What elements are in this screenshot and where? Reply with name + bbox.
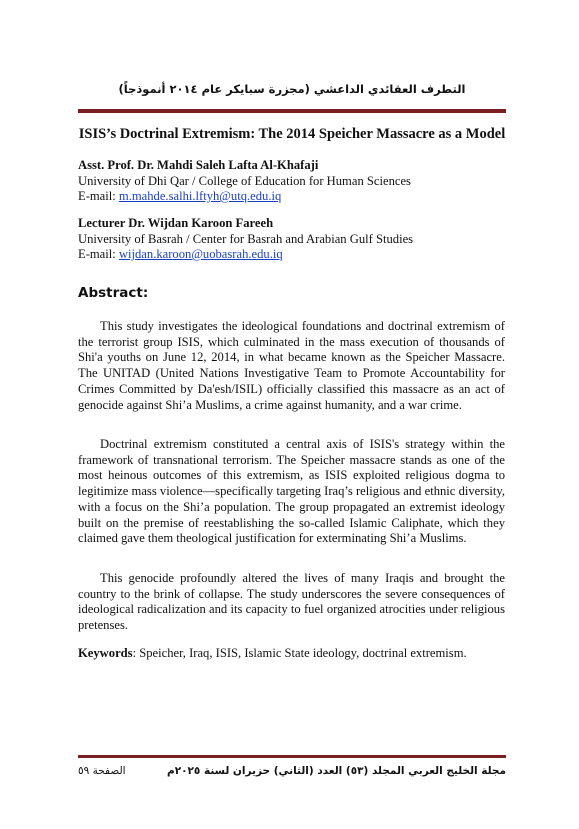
header-rule bbox=[78, 109, 506, 113]
abstract-heading: Abstract: bbox=[78, 285, 149, 301]
author-email-link[interactable]: m.mahde.salhi.lftyh@utq.edu.iq bbox=[118, 189, 282, 203]
abstract-paragraph: This study investigates the ideological foundations and doctrinal extremism of the terrorist group ISIS, which culminated in the mass execution of thousands of Shi'a youths on June 12, 2014, in what became known as the Speicher Massacre. The UNITAD (United Nations Investigative Team to Promote Accountability for Crimes Committed by Da'esh/ISIL) officially classified this massacre as an act of genocide against Shi’a Muslims, a crime against humanity, and a war crime. bbox=[78, 319, 505, 412]
author-affiliation: University of Dhi Qar / College of Education for Human Sciences bbox=[78, 173, 411, 188]
abstract-paragraph: Doctrinal extremism constituted a central axis of ISIS's strategy within the framework of transnational terrorism. The Speicher massacre stands as one of the most heinous outcomes of this extremism, as ISIS exploited religious dogma to legitimize mass violence—specifically targeting Iraq’s religious and ethnic diversity, with a focus on the Shi’a population. The group propagated an extremist ideology built on the premise of reestablishing the so-called Islamic Caliphate, which they claimed gave them theological justification for exterminating Shi’a Muslims. bbox=[78, 437, 505, 546]
page-footer bbox=[78, 765, 506, 781]
author-name: Lecturer Dr. Wijdan Karoon Fareeh bbox=[78, 216, 274, 230]
running-header: التطرف العقائدي الداعشي (مجزرة سبايكر عام ٢٠١٤ أنموذجاً) bbox=[118, 82, 466, 96]
abstract-paragraph: This genocide profoundly altered the lives of many Iraqis and brought the country to the brink of collapse. The study underscores the severe consequences of ideological radicalization and its capacity to fuel organized atrocities under religious pretenses. bbox=[78, 571, 505, 633]
keywords-label: Keywords bbox=[78, 646, 133, 660]
paper-title: ISIS’s Doctrinal Extremism: The 2014 Speicher Massacre as a Model bbox=[78, 126, 506, 142]
author-email-line bbox=[78, 189, 506, 205]
page-number: الصفحة ٥٩ bbox=[78, 765, 126, 777]
keywords-text: : Speicher, Iraq, ISIS, Islamic State ideology, doctrinal extremism. bbox=[132, 646, 467, 660]
email-label: E-mail: bbox=[78, 189, 119, 203]
author-block-2 bbox=[78, 216, 506, 263]
author-name: Asst. Prof. Dr. Mahdi Saleh Lafta Al-Khafaji bbox=[78, 158, 319, 172]
author-email-line bbox=[78, 247, 506, 263]
author-affiliation: University of Basrah / Center for Basrah and Arabian Gulf Studies bbox=[78, 231, 414, 246]
author-email-link[interactable]: wijdan.karoon@uobasrah.edu.iq bbox=[118, 247, 283, 261]
keywords-line bbox=[78, 646, 505, 661]
email-label: E-mail: bbox=[78, 247, 119, 261]
author-block-1 bbox=[78, 158, 506, 205]
footer-rule bbox=[78, 755, 506, 758]
journal-citation: مجلة الخليج العربي المجلد (٥٣) العدد (الثاني) حزيران لسنة ٢٠٢٥م bbox=[167, 765, 506, 777]
